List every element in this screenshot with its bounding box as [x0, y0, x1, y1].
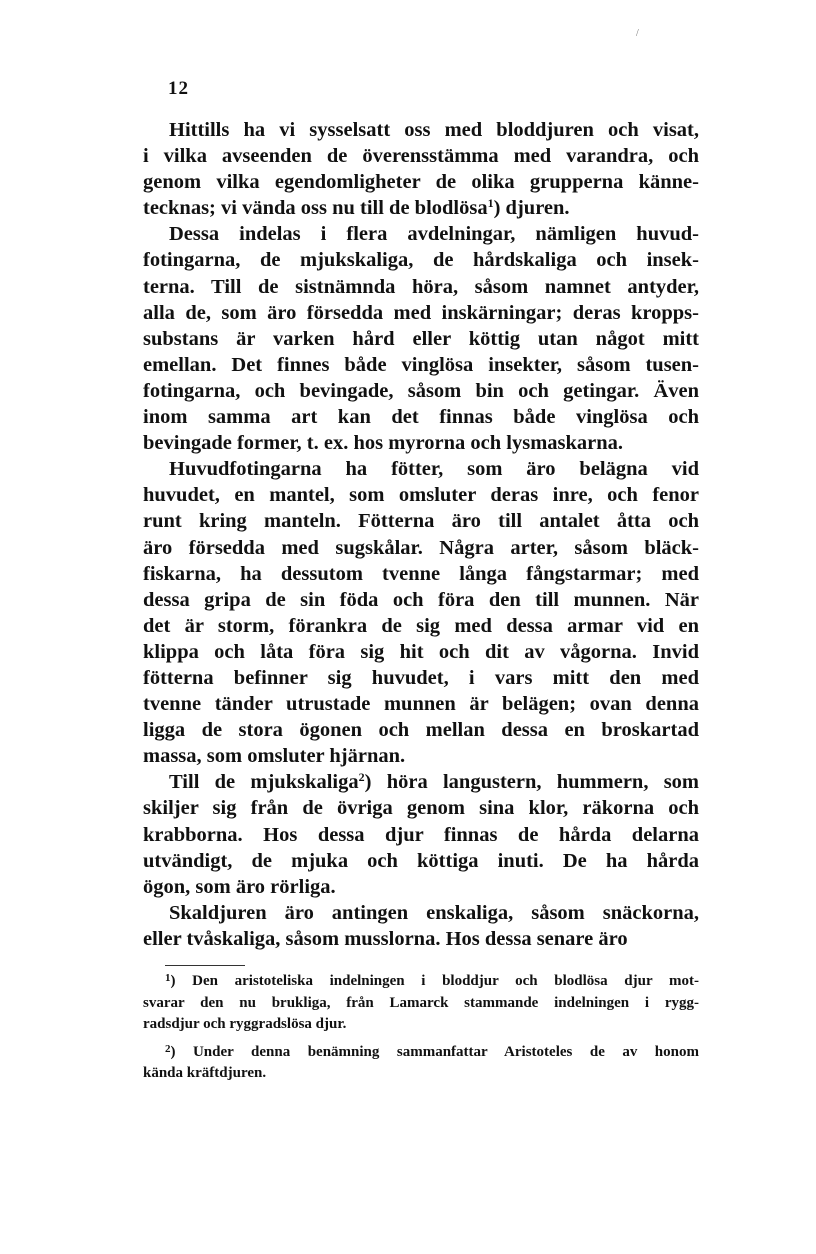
page-number: 12	[168, 78, 189, 99]
paragraph-line: utvändigt, de mjuka och köttiga inuti. De ha hårda	[143, 849, 699, 872]
paragraph-line: tecknas; vi vända oss nu till de blodlösa$^1$) djuren.	[143, 196, 570, 220]
paragraph-line: terna. Till de sistnämnda höra, såsom namnet antyder,	[143, 275, 699, 298]
paragraph-line: Dessa indelas i flera avdelningar, nämligen huvud-	[169, 223, 699, 246]
paragraph-line: dessa gripa de sin föda och föra den till munnen. När	[143, 588, 699, 611]
footnote-reference: 2	[358, 770, 365, 785]
footnote-marker: 1	[165, 972, 171, 984]
footnote-marker: 2	[165, 1042, 171, 1055]
paragraph-line: fötterna befinner sig huvudet, i vars mitt den med	[143, 666, 699, 689]
footnote-line	[143, 1063, 699, 1085]
footnote-line	[143, 971, 699, 993]
body-text	[143, 117, 699, 952]
paragraph-line: alla de, som äro försedda med inskärningar; deras kropps-	[143, 301, 699, 324]
paragraph-line: Hittills ha vi sysselsatt oss med bloddjuren och visat,	[169, 119, 699, 141]
footnote-line	[143, 1042, 699, 1064]
paragraph-line: äro försedda med sugskålar. Några arter, såsom bläck-	[143, 536, 699, 559]
paragraph-line: skiljer sig från de övriga genom sina klor, räkorna och	[143, 797, 699, 820]
paragraph-line: Till de mjukskaliga$^2$) höra langustern, hummern, som	[169, 770, 699, 794]
paragraph-line: det är storm, förankra de sig med dessa armar vid en	[143, 614, 699, 637]
footnote-line	[143, 1014, 699, 1036]
footnote-divider	[165, 965, 245, 966]
paragraph-line: emellan. Det finnes både vinglösa insekter, såsom tusen-	[143, 353, 699, 376]
footnotes	[143, 971, 699, 1085]
footnote-text: svarar den nu brukliga, från Lamarck stammande indelningen i rygg-	[143, 994, 699, 1011]
footnote-text: ) Under denna benämning sammanfattar Aristoteles de av honom	[170, 1043, 699, 1060]
paragraph-line: substans är varken hård eller köttig utan något mitt	[143, 327, 699, 350]
footnote-text: kända kräftdjuren.	[143, 1065, 267, 1081]
paragraph-line: tvenne tänder utrustade munnen är belägen; ovan denna	[143, 693, 699, 716]
footnote-text: radsdjur och ryggradslösa djur.	[143, 1016, 347, 1032]
paragraph-line: ögon, som äro rörliga.	[143, 875, 336, 898]
footnote-text: ) Den aristoteliska indelningen i bloddjur och blodlösa djur mot-	[170, 973, 699, 989]
paragraph-line: massa, som omsluter hjärnan.	[143, 745, 406, 768]
paragraph-line: huvudet, en mantel, som omsluter deras inre, och fenor	[143, 484, 699, 507]
paragraph-line: inom samma art kan det finnas både vinglösa och	[143, 406, 699, 429]
paragraph-line: i vilka avseenden de överensstämma med varandra, och	[143, 145, 699, 168]
paragraph-line: Skaldjuren äro antingen enskaliga, såsom snäckorna,	[169, 901, 699, 924]
paragraph-line: genom vilka egendomligheter de olika grupperna känne-	[143, 171, 699, 194]
footnote-line	[143, 993, 699, 1015]
paragraph-line: ligga de stora ögonen och mellan dessa en broskartad	[143, 719, 699, 742]
footnote-reference: 1	[487, 196, 494, 211]
paragraph-line: fotingarna, de mjukskaliga, de hårdskaliga och insek-	[143, 249, 699, 272]
paragraph-line: Huvudfotingarna ha fötter, som äro belägna vid	[169, 458, 699, 481]
paragraph-line: fiskarna, ha dessutom tvenne långa fångstarmar; med	[143, 562, 699, 585]
paragraph-line: krabborna. Hos dessa djur finnas de hårda delarna	[143, 823, 699, 846]
paragraph-line: fotingarna, och bevingade, såsom bin och getingar. Även	[143, 379, 699, 402]
paragraph-line: bevingade former, t. ex. hos myrorna och lysmaskarna.	[143, 432, 624, 455]
paragraph-line: eller tvåskaliga, såsom musslorna. Hos dessa senare äro	[143, 927, 628, 950]
paragraph-line: klippa och låta föra sig hit och dit av vågorna. Invid	[143, 640, 699, 663]
stray-scan-mark: /	[636, 28, 639, 39]
paragraph-line: runt kring manteln. Fötterna äro till antalet åtta och	[143, 510, 699, 533]
